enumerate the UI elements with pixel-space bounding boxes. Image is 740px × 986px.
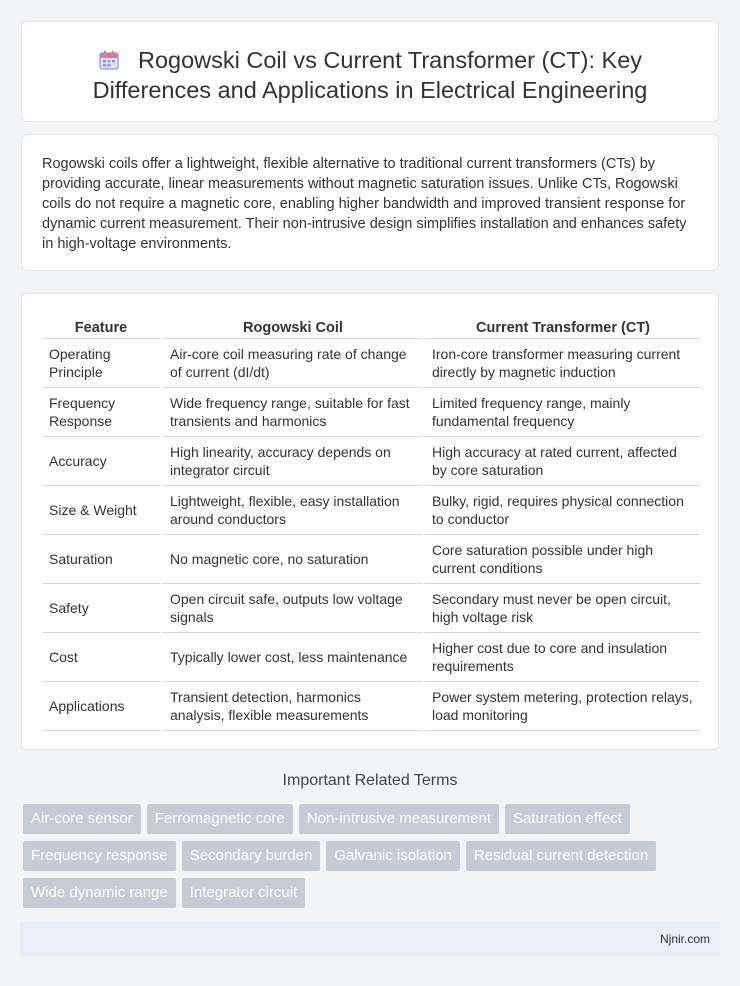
comparison-card xyxy=(21,293,719,750)
rogowski-cell: Typically lower cost, less maintenance xyxy=(160,633,422,682)
ct-cell: High accuracy at rated current, affected by core saturation xyxy=(422,437,700,486)
rogowski-cell: No magnetic core, no saturation xyxy=(160,535,422,584)
ct-cell: Limited frequency range, mainly fundamental frequency xyxy=(422,388,700,437)
rogowski-cell: Open circuit safe, outputs low voltage signals xyxy=(160,584,422,633)
related-terms-heading: Important Related Terms xyxy=(282,772,458,789)
table-header-row xyxy=(42,314,700,339)
header-rogowski: Rogowski Coil xyxy=(160,314,422,339)
title-card xyxy=(21,21,719,122)
term-tag[interactable]: Integrator circuit xyxy=(182,878,306,908)
table-row xyxy=(42,486,700,535)
footer xyxy=(20,922,720,956)
table-row xyxy=(42,584,700,633)
title-line-2: Differences and Applications in Electrical Engineering xyxy=(92,77,648,103)
header-feature: Feature xyxy=(42,314,160,339)
page-title xyxy=(22,45,718,105)
ct-cell: Secondary must never be open circuit, high voltage risk xyxy=(422,584,700,633)
feature-cell: Size & Weight xyxy=(42,486,160,535)
ct-cell: Higher cost due to core and insulation requirements xyxy=(422,633,700,682)
footer-site[interactable]: Njnir.com xyxy=(659,932,710,946)
term-tag[interactable]: Residual current detection xyxy=(466,841,656,871)
term-tag[interactable]: Wide dynamic range xyxy=(23,878,176,908)
feature-cell: Saturation xyxy=(42,535,160,584)
feature-cell: Applications xyxy=(42,682,160,731)
feature-cell: Cost xyxy=(42,633,160,682)
ct-cell: Bulky, rigid, requires physical connection to conductor xyxy=(422,486,700,535)
table-row xyxy=(42,535,700,584)
rogowski-cell: Transient detection, harmonics analysis, flexible measurements xyxy=(160,682,422,731)
calendar-icon xyxy=(98,49,120,71)
table-row xyxy=(42,437,700,486)
feature-cell: Safety xyxy=(42,584,160,633)
header-ct: Current Transformer (CT) xyxy=(422,314,700,339)
table-row xyxy=(42,339,700,388)
ct-cell: Power system metering, protection relays, load monitoring xyxy=(422,682,700,731)
ct-cell: Iron-core transformer measuring current directly by magnetic induction xyxy=(422,339,700,388)
summary-card xyxy=(21,134,719,271)
feature-cell: Operating Principle xyxy=(42,339,160,388)
term-tag[interactable]: Ferromagnetic core xyxy=(147,804,293,834)
term-tag[interactable]: Non-intrusive measurement xyxy=(299,804,499,834)
term-tag[interactable]: Saturation effect xyxy=(505,804,630,834)
rogowski-cell: High linearity, accuracy depends on integrator circuit xyxy=(160,437,422,486)
comparison-table xyxy=(42,314,700,731)
feature-cell: Frequency Response xyxy=(42,388,160,437)
table-row xyxy=(42,633,700,682)
feature-cell: Accuracy xyxy=(42,437,160,486)
rogowski-cell: Lightweight, flexible, easy installation around conductors xyxy=(160,486,422,535)
term-tag[interactable]: Secondary burden xyxy=(182,841,321,871)
table-row xyxy=(42,388,700,437)
summary-text: Rogowski coils offer a lightweight, flexible alternative to traditional current transformers (CTs) by providing accurate, linear measurements without magnetic saturation issues. Unlike CTs, Rogowski coils do not require a magnetic core, enabling higher bandwidth and improved transient response for dynamic current measurement. Their non-intrusive design simplifies installation and enhances safety in high-voltage environments. xyxy=(42,156,687,252)
rogowski-cell: Air-core coil measuring rate of change of current (dI/dt) xyxy=(160,339,422,388)
ct-cell: Core saturation possible under high current conditions xyxy=(422,535,700,584)
term-tag[interactable]: Air-core sensor xyxy=(23,804,141,834)
related-terms-list xyxy=(23,804,713,908)
rogowski-cell: Wide frequency range, suitable for fast transients and harmonics xyxy=(160,388,422,437)
term-tag[interactable]: Galvanic isolation xyxy=(326,841,460,871)
term-tag[interactable]: Frequency response xyxy=(23,841,176,871)
table-row xyxy=(42,682,700,731)
title-line-1: Rogowski Coil vs Current Transformer (CT): Key xyxy=(137,47,643,73)
